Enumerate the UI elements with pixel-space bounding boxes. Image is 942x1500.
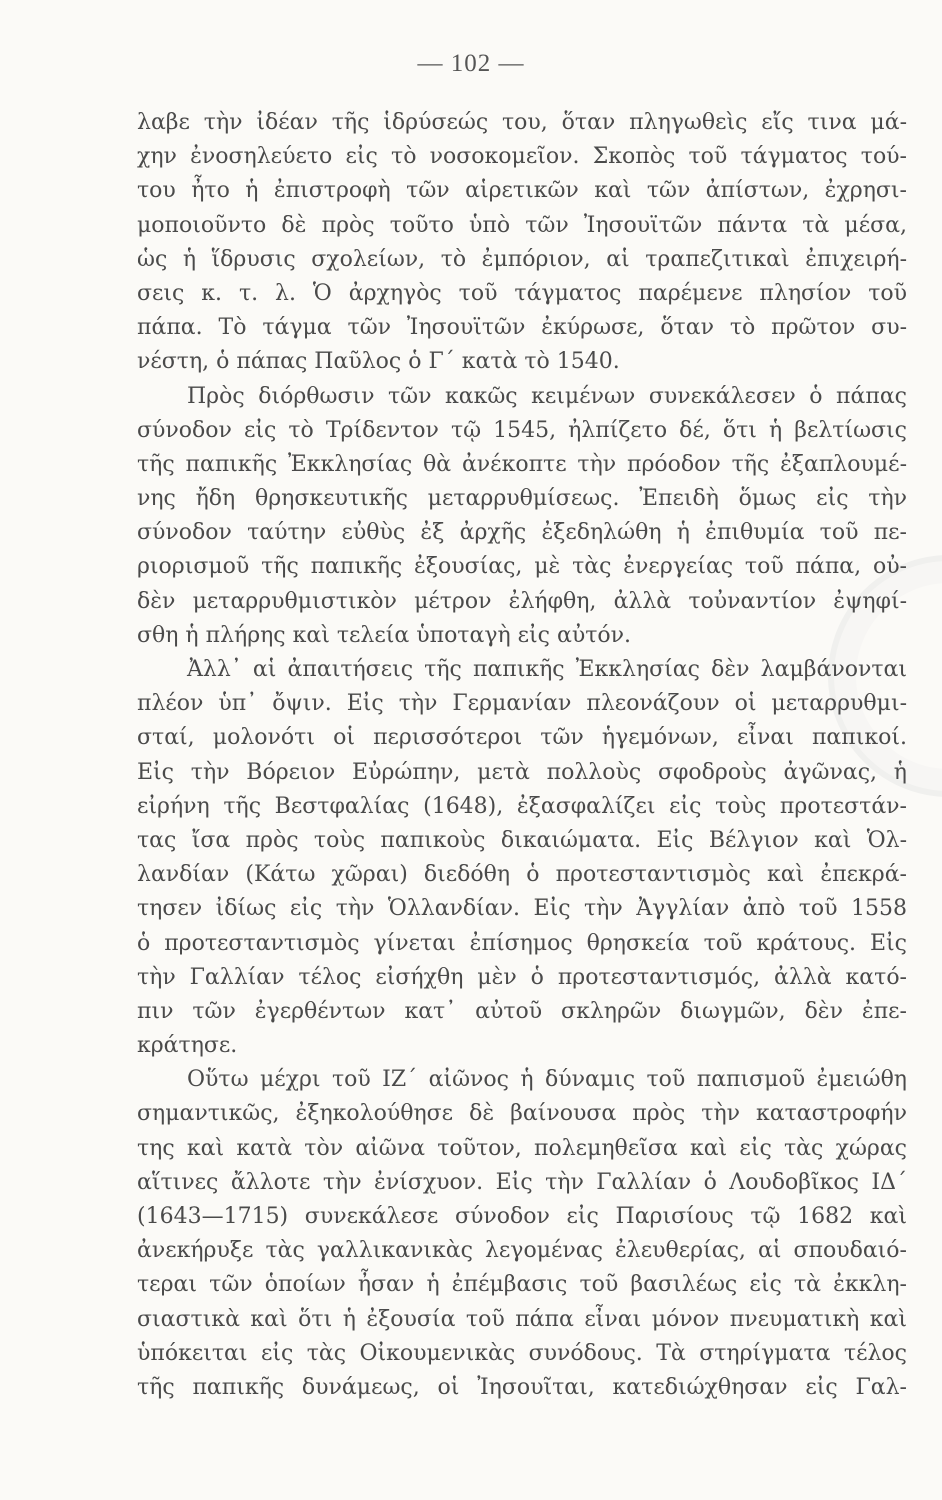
text-line: Πρὸς διόρθωσιν τῶν κακῶς κειμένων συνεκάλεσεν ὁ πάπας [187, 383, 907, 409]
text-line: εἰρήνη τῆς Βεστφαλίας (1648), ἐξασφαλίζει εἰς τοὺς προτεστάν- [137, 793, 907, 819]
text-line: Εἰς τὴν Βόρειον Εὐρώπην, μετὰ πολλοὺς σφοδροὺς ἀγῶνας, ἡ [137, 759, 907, 785]
text-line: ριορισμοῦ τῆς παπικῆς ἐξουσίας, μὲ τὰς ἐνεργείας τοῦ πάπα, οὐ- [137, 554, 907, 580]
text-line: σθη ἡ πλήρης καὶ τελεία ὑποταγὴ εἰς αὐτόν. [137, 622, 632, 648]
text-line: χην ἐνοσηλεύετο εἰς τὸ νοσοκομεῖον. Σκοπὸς τοῦ τάγματος τού- [137, 144, 907, 170]
text-line: σύνοδον εἰς τὸ Τρίδεντον τῷ 1545, ἠλπίζετο δέ, ὅτι ἡ βελτίωσις [137, 417, 907, 443]
text-line: Οὕτω μέχρι τοῦ ΙΖ΄ αἰῶνος ἡ δύναμις τοῦ παπισμοῦ ἐμειώθη [187, 1067, 907, 1093]
text-line: πάπα. Τὸ τάγμα τῶν Ἰησουϊτῶν ἐκύρωσε, ὅταν τὸ πρῶτον συ- [137, 315, 907, 341]
text-line: σταί, μολονότι οἱ περισσότεροι τῶν ἡγεμόνων, εἶναι παπικοί. [137, 725, 907, 751]
text-line: τῆς παπικῆς δυνάμεως, οἱ Ἰησουῖται, κατεδιώχθησαν εἰς Γαλ- [137, 1374, 907, 1400]
body-text [137, 106, 907, 1405]
text-line: λανδίαν (Κάτω χῶραι) διεδόθη ὁ προτεσταντισμὸς καὶ ἐπεκρά- [137, 862, 907, 888]
text-line: σεις κ. τ. λ. Ὁ ἀρχηγὸς τοῦ τάγματος παρέμενε πλησίον τοῦ [137, 280, 907, 306]
text-line: λαβε τὴν ἰδέαν τῆς ἱδρύσεώς του, ὅταν πληγωθεὶς εἴς τινα μά- [137, 110, 907, 135]
text-line: τεραι τῶν ὁποίων ἦσαν ἡ ἐπέμβασις τοῦ βασιλέως εἰς τὰ ἐκκλη- [137, 1272, 907, 1298]
text-line: τὴν Γαλλίαν τέλος εἰσήχθη μὲν ὁ προτεσταντισμός, ἀλλὰ κατό- [137, 964, 907, 990]
text-line: μοποιοῦντο δὲ πρὸς τοῦτο ὑπὸ τῶν Ἰησουϊτῶν πάντα τὰ μέσα, [137, 212, 907, 238]
text-line: αἵτινες ἄλλοτε τὴν ἐνίσχυον. Εἰς τὴν Γαλλίαν ὁ Λουδοβῖκος ΙΔ΄ [137, 1169, 907, 1195]
text-line: ὡς ἡ ἵδρυσις σχολείων, τὸ ἐμπόριον, αἱ τραπεζιτικαὶ ἐπιχειρή- [137, 246, 907, 272]
text-line: πιν τῶν ἐγερθέντων κατ᾽ αὐτοῦ σκληρῶν διωγμῶν, δὲν ἐπε- [137, 998, 907, 1024]
text-line: δὲν μεταρρυθμιστικὸν μέτρον ἐλήφθη, ἀλλὰ τοὐναντίον ἐψηφί- [137, 588, 907, 614]
text-line: ὁ προτεσταντισμὸς γίνεται ἐπίσημος θρησκεία τοῦ κράτους. Εἰς [137, 930, 907, 956]
text-line: ὑπόκειται εἰς τὰς Οἰκουμενικὰς συνόδους. Τὰ στηρίγματα τέλος [137, 1340, 907, 1366]
text-line: (1643—1715) συνεκάλεσε σύνοδον εἰς Παρισίους τῷ 1682 καὶ [137, 1204, 907, 1229]
text-line: της καὶ κατὰ τὸν αἰῶνα τοῦτον, πολεμηθεῖσα καὶ εἰς τὰς χώρας [137, 1135, 907, 1161]
text-line: ἀνεκήρυξε τὰς γαλλικανικὰς λεγομένας ἐλευθερίας, αἱ σπουδαιό- [137, 1238, 907, 1264]
text-line: σιαστικὰ καὶ ὅτι ἡ ἐξουσία τοῦ πάπα εἶναι μόνον πνευματικὴ καὶ [137, 1306, 907, 1332]
page-number: — 102 — [417, 50, 525, 77]
text-line: σημαντικῶς, ἐξηκολούθησε δὲ βαίνουσα πρὸς τὴν καταστροφήν [137, 1101, 907, 1127]
text-line: τῆς παπικῆς Ἐκκλησίας θὰ ἀνέκοπτε τὴν πρόοδον τῆς ἐξαπλουμέ- [137, 451, 907, 477]
text-line: νης ἤδη θρησκευτικῆς μεταρρυθμίσεως. Ἐπειδὴ ὅμως εἰς τὴν [137, 486, 907, 512]
text-line: τας ἴσα πρὸς τοὺς παπικοὺς δικαιώματα. Εἰς Βέλγιον καὶ Ὁλ- [137, 827, 907, 853]
text-line: του ἦτο ἡ ἐπιστροφὴ τῶν αἱρετικῶν καὶ τῶν ἀπίστων, ἐχρησι- [137, 178, 907, 204]
text-line: νέστη, ὁ πάπας Παῦλος ὁ Γ΄ κατὰ τὸ 1540. [137, 349, 620, 375]
text-line: πλέον ὑπ᾽ ὄψιν. Εἰς τὴν Γερμανίαν πλεονάζουν οἱ μεταρρυθμι- [137, 691, 907, 717]
text-line: τησεν ἰδίως εἰς τὴν Ὁλλανδίαν. Εἰς τὴν Ἀγγλίαν ἀπὸ τοῦ 1558 [137, 896, 907, 922]
text-line: Ἀλλ᾽ αἱ ἀπαιτήσεις τῆς παπικῆς Ἐκκλησίας δὲν λαμβάνονται [187, 657, 907, 682]
text-line: κράτησε. [137, 1033, 238, 1059]
text-line: σύνοδον ταύτην εὐθὺς ἐξ ἀρχῆς ἐξεδηλώθη ἡ ἐπιθυμία τοῦ πε- [137, 520, 907, 546]
